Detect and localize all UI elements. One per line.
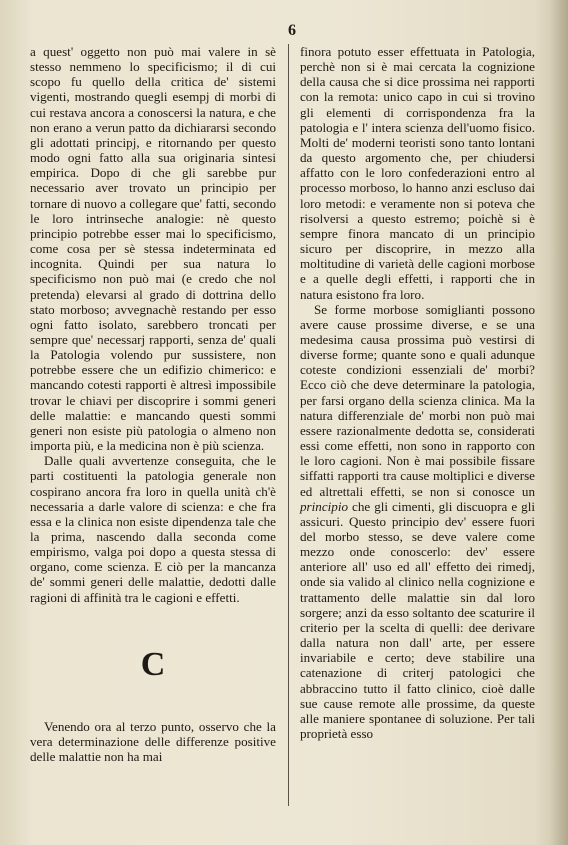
section-letter: C bbox=[140, 645, 166, 683]
page-number: 6 bbox=[288, 22, 296, 39]
right-paragraph-1: finora potuto esser effettuata in Patologia, perchè non si è mai cercata la cognizione della causa che si dice prossima nei rapporti con la remota: unico capo in cui si trovino gli elementi di corrispondenza fra la patologia e l' intera scienza dell'uomo fisico. Molti de' moderni teoristi sono tanto lontani da questo argomento che, per chiudersi affatto con le loro confederazioni entro al processo morboso, lo hanno anzi escluso dai loro metodi: e veramente non si poteva che risolversi a questo estremo; poichè si è sempre finora mancato di un principio sicuro per discoprire, in mezzo alla moltitudine di varietà delle cagioni morbose e a quelle degli effetti, i rapporti che in natura esistono fra loro. bbox=[300, 44, 535, 302]
left-column bbox=[30, 44, 276, 764]
left-paragraph-3: Venendo ora al terzo punto, osservo che la vera determinazione delle differenze positive delle malattie non ha mai bbox=[30, 718, 276, 765]
right-paragraph-2 bbox=[300, 302, 535, 742]
right-column bbox=[300, 44, 535, 741]
column-divider bbox=[288, 44, 289, 806]
left-paragraph-2: Dalle quali avvertenze conseguita, che le parti costituenti la patologia generale non cospirano ancora fra loro in quella unità ch'è necessaria a darle valore di scienza: e che fra essa e la clinica non esiste dipendenza tale che la prima, nascendo dalla seconda come empirismo, valga poi dopo a questa stessa di organo, come scienza. E ciò per la mancanza de' sommi generi delle malattie, dedotti dalle ragioni di affinità tra le cagioni e effetti. bbox=[30, 453, 276, 605]
right-paragraph-2-part-a: Se forme morbose somiglianti possono avere cause prossime diverse, e se una medesima causa prossima può vestirsi di diverse forme; quante sono e quali adunque coteste condizioni essenziali de' morbi? Ecco ciò che deve determinare la patologia, per farsi organo della scienza clinica. Ma la natura differenziale de' morbi non può mai essere razionalmente dedotta se, considerati essi come effetti, non sono in rapporto con le loro cagioni. Non è mai possibile fissare siffatti rapporti tra cause moltiplici e diverse ed altrettali effetti, se non si conosce un bbox=[300, 301, 535, 499]
page-edge-shadow bbox=[550, 0, 568, 845]
left-paragraph-1: a quest' oggetto non può mai valere in sè stesso nemmeno lo specificismo; il di cui scopo fu quello della critica de' sistemi vigenti, mostrando quegli esempj di morbi di cui restava ancora a conoscersi la natura, e che non erano a verun patto da dichiararsi secondo gli adottati principj, e ritornando per questo modo ogni fatto alla sua originaria sintesi empirica. Dopo di che gli sarebbe pur necessario aver trovato un principio per tornare di nuovo a collegare que' fatti, secondo le loro intrinseche analogie: nè questo principio potrebbe esser mai lo specificismo, come cosa per sè stessa indeterminata ed incognita. Quindi per sua natura lo specificismo non può mai (e credo che nol pretenda) elevarsi al grado di dottrina dello stato morboso; avvegnachè restando per esso ogni fatto isolato, sarebbero troncati per sempre que' necessarj rapporti, senza de' quali la Patologia volendo pur sussistere, non potrebbe essere che un edifizio chimerico: e mancando cotesti rapporti è altresì impossibile trovar le chiavi per discoprire i sommi generi delle malattie: e mancando questi sommi generi non esiste più patologia o almeno non importa più, e la medicina non è più scienza. bbox=[30, 44, 276, 454]
right-paragraph-2-part-b: che gli cimenti, gli discuopra e gli assicuri. Questo principio dev' essere fuori del morbo stesso, se deve valere come mezzo onde conoscerlo: dev' essere anteriore all' uso ed all' effetto dei rimedj, onde sia valido al clinico nella cognizione e trattamento delle malattie sin dal loro sorgere; anzi da esso soltanto dee scaturire il criterio per la scelta di quelli: dee derivare dalla natura non dall' arte, per essere invariabile e certo; deve stabilire una catenazione di criterj patologici che abbraccino tutto il fatto clinico, cioè dalle sue cause remote alle prossime, da queste alle maniere spontanee di soluzione. Per tali proprietà esso bbox=[300, 498, 535, 742]
emphasis-principio: principio bbox=[300, 498, 349, 514]
